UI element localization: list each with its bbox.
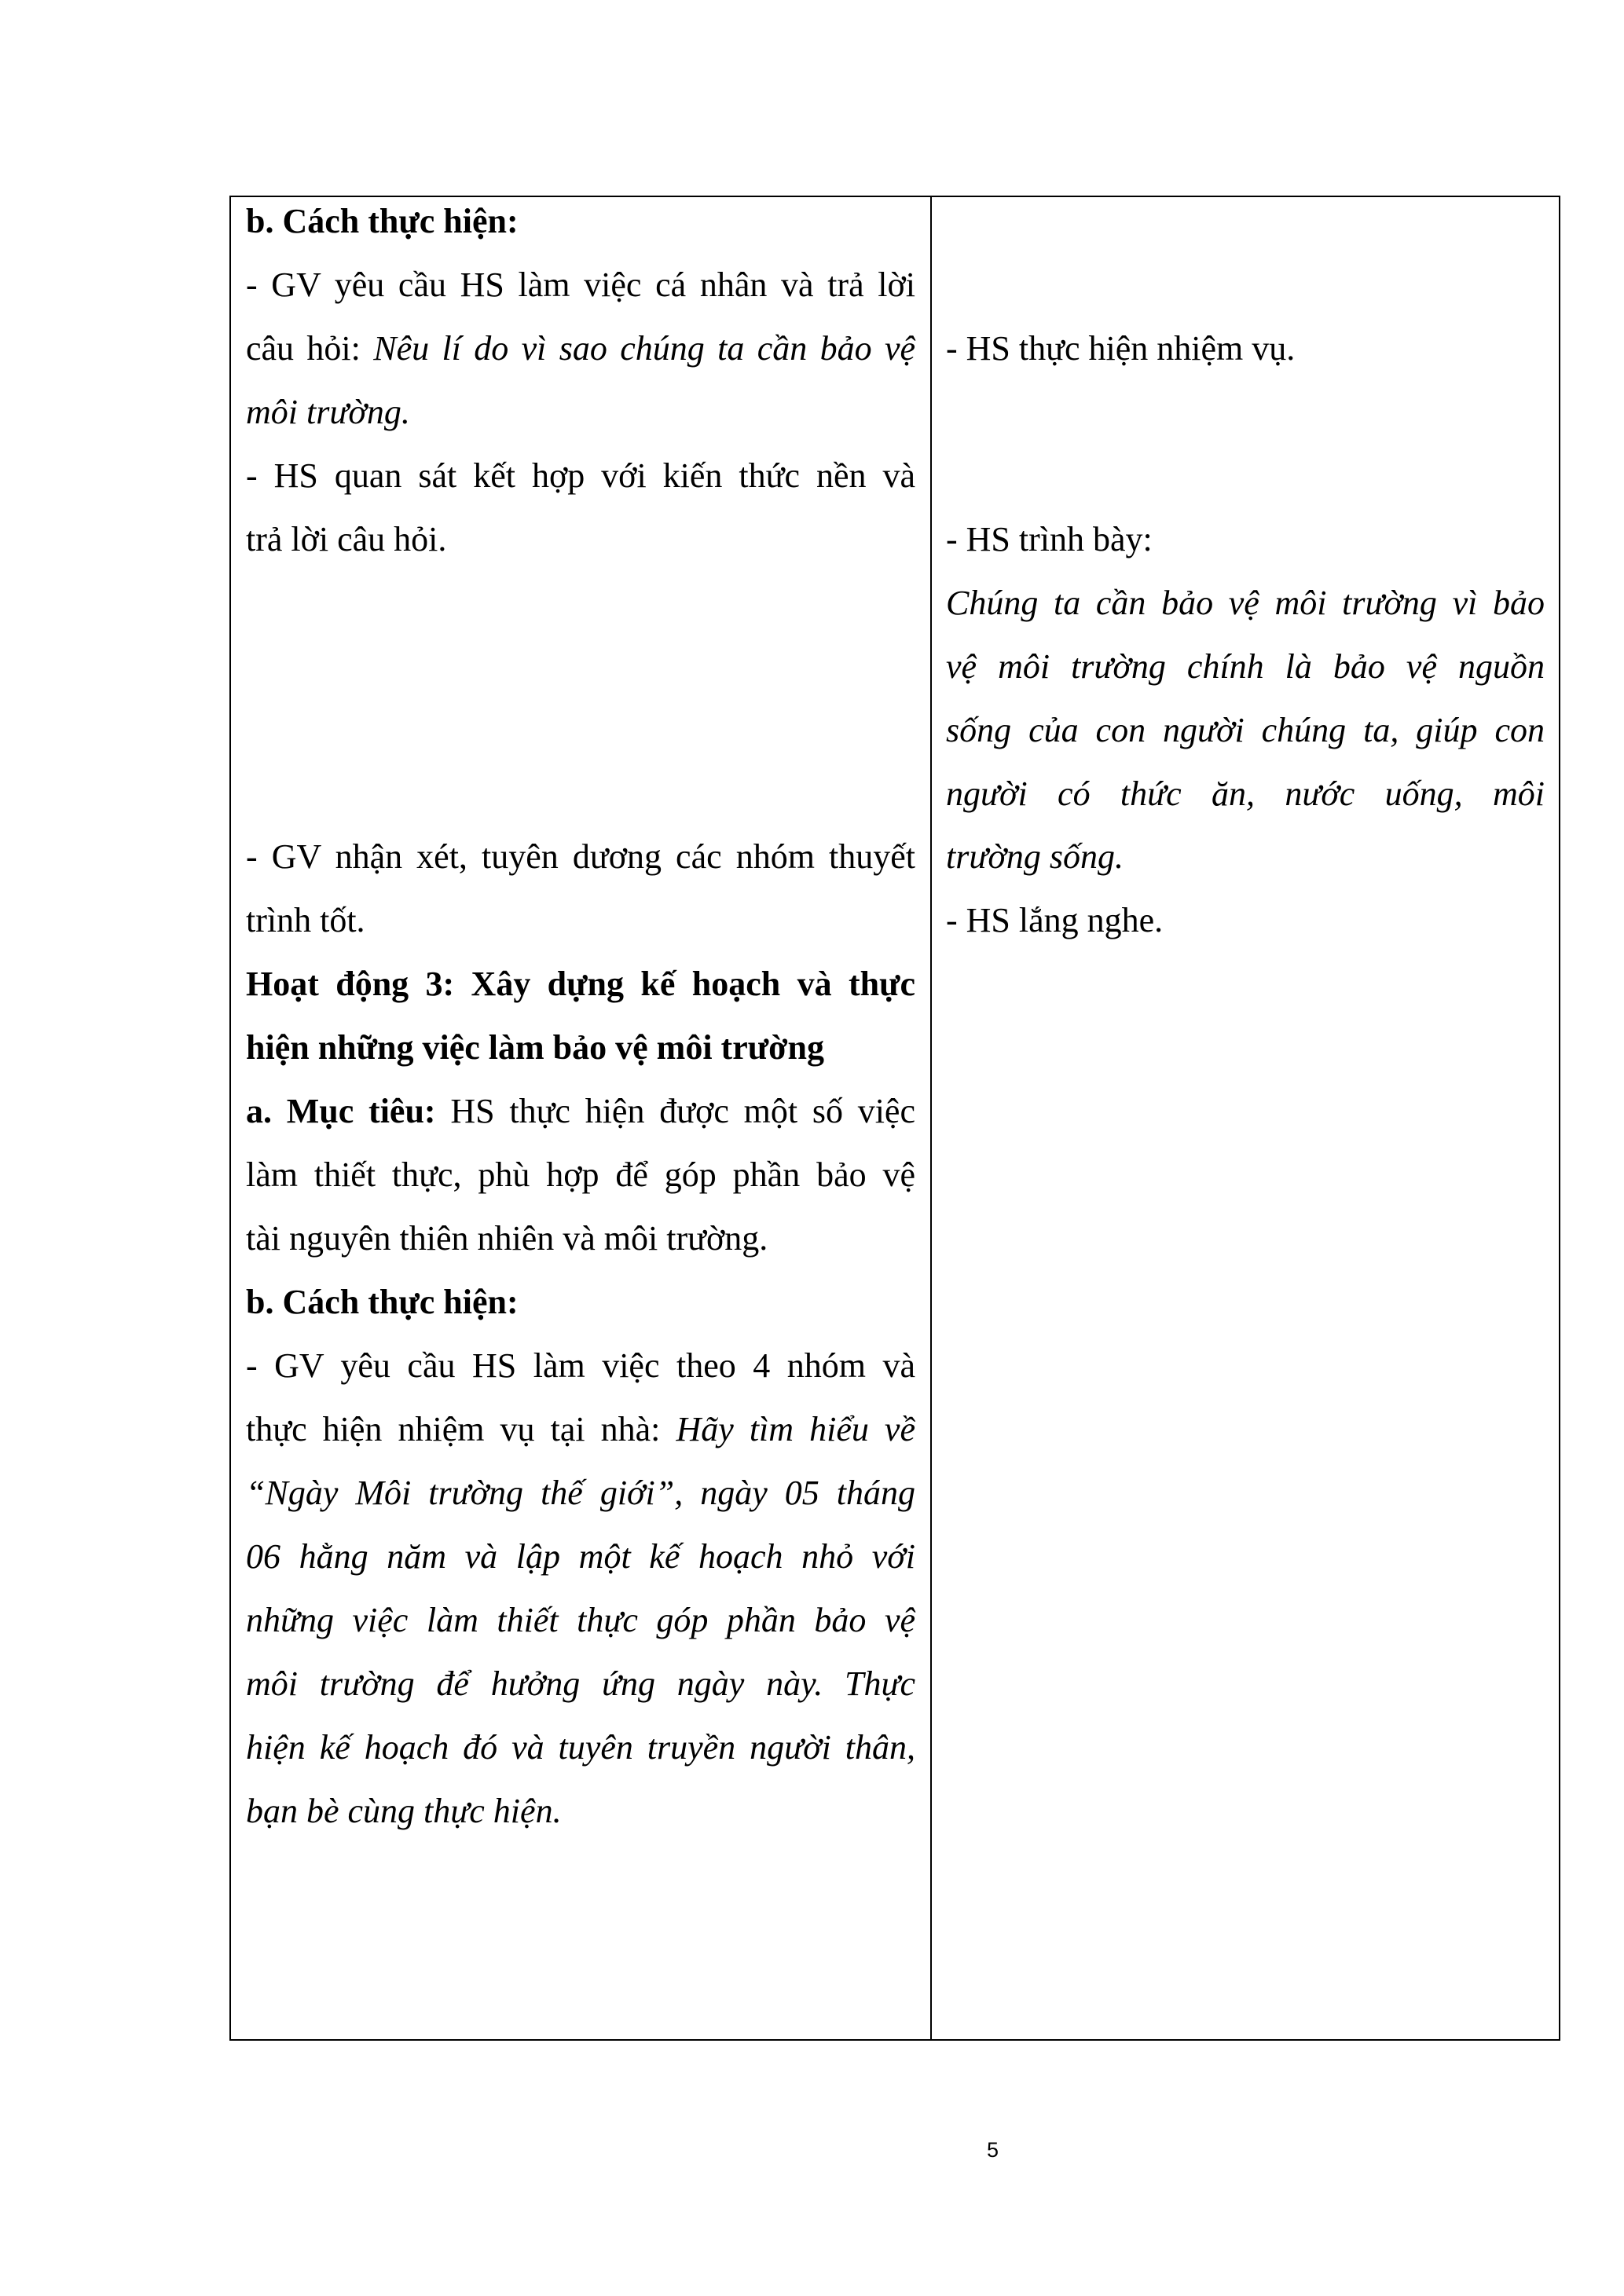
task-text: Hãy tìm hiểu về <box>676 1410 915 1448</box>
text-line: trình tốt. <box>246 901 365 939</box>
task-text: “Ngày Môi trường thế giới”, ngày 05 tháng <box>246 1474 915 1512</box>
answer-text: trường sống. <box>946 837 1124 876</box>
task-text: những việc làm thiết thực góp phần bảo vệ <box>246 1601 915 1639</box>
text-line: - HS thực hiện nhiệm vụ. <box>946 329 1296 368</box>
task-text: bạn bè cùng thực hiện. <box>246 1792 562 1830</box>
activity-heading: Hoạt động 3: Xây dựng kế hoạch và thực <box>246 965 915 1003</box>
answer-text: người có thức ăn, nước uống, môi <box>946 774 1545 813</box>
activity-heading: hiện những việc làm bảo vệ môi trường <box>246 1028 824 1067</box>
text-line: - HS trình bày: <box>946 520 1153 558</box>
text-line: tài nguyên thiên nhiên và môi trường. <box>246 1219 768 1258</box>
text-line: - GV nhận xét, tuyên dương các nhóm thuyết <box>246 837 915 876</box>
text-span: HS thực hiện được một số việc <box>435 1092 915 1130</box>
text-line: - GV yêu cầu HS làm việc theo 4 nhóm và <box>246 1346 915 1385</box>
answer-text: Chúng ta cần bảo vệ môi trường vì bảo <box>946 584 1545 622</box>
text-line: - HS lắng nghe. <box>946 901 1164 939</box>
text-line: - GV yêu cầu HS làm việc cá nhân và trả lời <box>246 265 915 304</box>
text-line <box>246 317 915 380</box>
question-text: môi trường. <box>246 393 410 431</box>
answer-text: sống của con người chúng ta, giúp con <box>946 711 1545 749</box>
task-text: môi trường để hưởng ứng ngày này. Thực <box>246 1664 915 1703</box>
text-span: câu hỏi: <box>246 329 374 368</box>
page-number: 5 <box>987 2138 999 2162</box>
text-line: trả lời câu hỏi. <box>246 520 447 558</box>
goal-label: a. Mục tiêu: <box>246 1092 436 1130</box>
task-text: 06 hằng năm và lập một kế hoạch nhỏ với <box>246 1537 915 1576</box>
question-text: Nêu lí do vì sao chúng ta cần bảo vệ <box>373 329 916 368</box>
task-text: hiện kế hoạch đó và tuyên truyền người thân, <box>246 1728 915 1767</box>
text-line <box>246 1397 915 1461</box>
column-divider <box>930 196 932 2041</box>
text-span: thực hiện nhiệm vụ tại nhà: <box>246 1410 676 1448</box>
text-line: làm thiết thực, phù hợp để góp phần bảo vệ <box>246 1155 915 1194</box>
goal-line <box>246 1079 915 1143</box>
answer-text: vệ môi trường chính là bảo vệ nguồn <box>946 647 1545 686</box>
section-heading: b. Cách thực hiện: <box>246 1283 519 1321</box>
section-heading: b. Cách thực hiện: <box>246 202 519 240</box>
text-line: - HS quan sát kết hợp với kiến thức nền và <box>246 456 915 495</box>
